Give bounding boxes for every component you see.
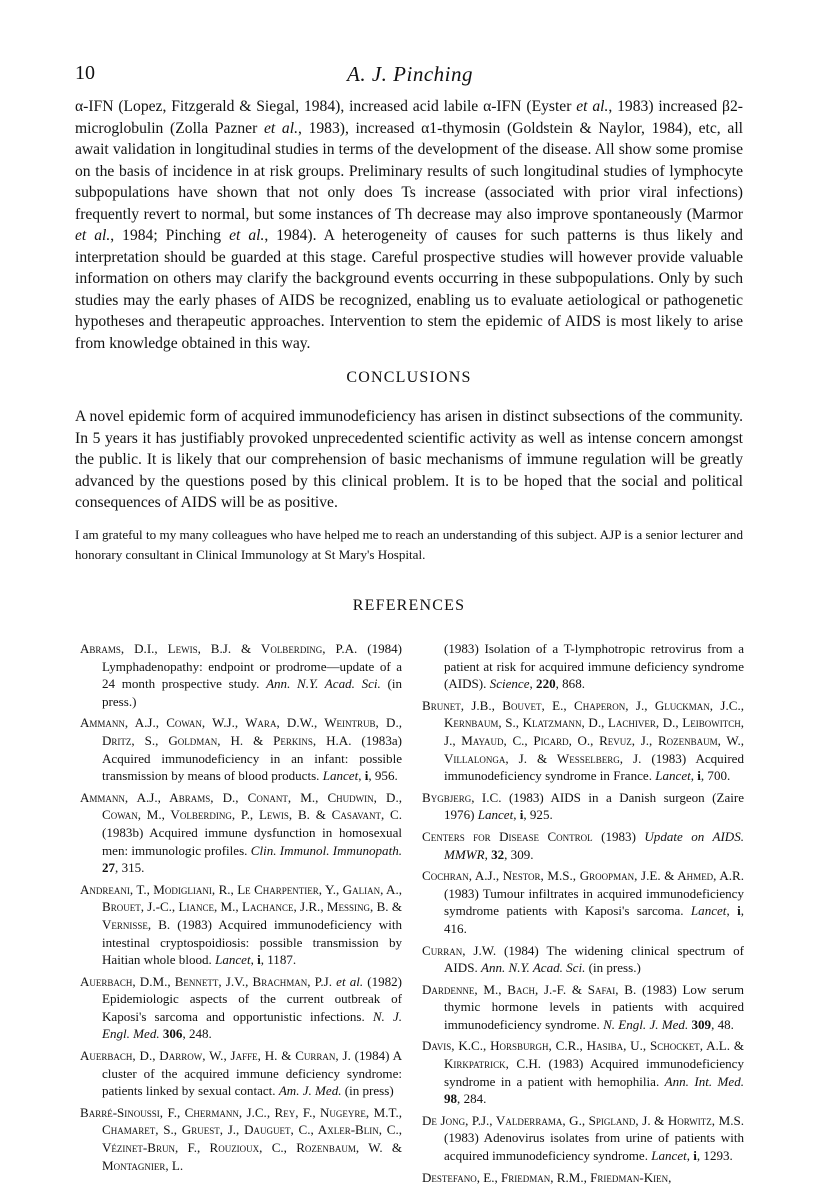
text-run: (1982) Epidemiologic aspects of the current outbreak of Kaposi's sarcoma and opportunistic infections. bbox=[102, 973, 403, 1024]
reference-entry bbox=[80, 1104, 402, 1174]
text-run: Cochran, A.J., Nestor, M.S., Groopman, J.E. & Ahmed, A.R. bbox=[422, 868, 744, 884]
text-run: (1983) Isolation of a T-lymphotropic retrovirus from a patient at risk for acquired immune deficiency syndrome (AIDS). bbox=[444, 641, 744, 692]
reference-entry bbox=[80, 1047, 402, 1100]
text-run: (1983) bbox=[592, 828, 645, 844]
reference-entry bbox=[422, 1112, 744, 1165]
page-number: 10 bbox=[75, 62, 95, 84]
text-run: Destefano, E., Friedman, R.M., Friedman-Kien, bbox=[422, 1169, 672, 1185]
text-run: i bbox=[519, 807, 524, 823]
text-run: Ann. N.Y. Acad. Sci. bbox=[266, 676, 381, 692]
text-run: i bbox=[697, 768, 701, 784]
reference-entry bbox=[80, 973, 402, 1043]
text-run: Curran, J.W. bbox=[422, 942, 497, 958]
text-run: α-IFN (Lopez, Fitzgerald & Siegal, 1984), increased acid labile α-IFN (Eyster bbox=[75, 98, 577, 115]
acknowledgement-paragraph: I am grateful to my many colleagues who have helped me to reach an understanding of this subject. AJP is a senior lecturer and honorary consultant in Clinical Immunology at St Mary's Hospital. bbox=[75, 527, 743, 562]
text-run: , 309. bbox=[504, 846, 534, 862]
running-head: A. J. Pinching bbox=[347, 62, 473, 86]
text-run: Clin. Immunol. Immunopath. bbox=[250, 842, 402, 858]
text-run: , 1984; Pinching bbox=[110, 227, 230, 244]
references-right-list bbox=[422, 697, 744, 1186]
text-run: 306 bbox=[162, 1026, 183, 1042]
reference-entry bbox=[422, 1169, 744, 1187]
text-run: Centers for Disease Control bbox=[422, 828, 593, 844]
text-run: Barré-Sinoussi, F., Chermann, J.C., Rey, F., Nugeyre, M.T., Chamaret, S., Gruest, J., Dauguet, C., Axler-Blin, C., Vézinet-Brun, F., Rouzioux, C., Rozenbaum, W. & Montagnier, L. bbox=[80, 1104, 402, 1173]
reference-entry bbox=[422, 697, 744, 785]
reference-entry bbox=[80, 789, 402, 877]
text-run: Lancet bbox=[651, 1148, 687, 1164]
reference-entry bbox=[80, 640, 402, 710]
text-run: (in press) bbox=[341, 1083, 394, 1099]
text-run: Lancet bbox=[477, 807, 514, 823]
text-run: N. Engl. J. Med. bbox=[603, 1016, 689, 1032]
text-run: N. J. Engl. Med. bbox=[102, 1008, 402, 1042]
reference-entry bbox=[422, 942, 744, 977]
text-run: Ammann, A.J., Cowan, W.J., Wara, D.W., Weintrub, D., Dritz, S., Goldman, H. & Perkins, H.A. bbox=[80, 715, 402, 748]
text-run: , 284. bbox=[457, 1091, 487, 1107]
text-run: , 1187. bbox=[260, 952, 297, 968]
text-run: Ann. N.Y. Acad. Sci. bbox=[480, 960, 586, 976]
text-run: 220 bbox=[536, 676, 556, 692]
reference-entry bbox=[422, 1037, 744, 1107]
text-run: i bbox=[737, 903, 741, 919]
text-run: , bbox=[358, 768, 365, 784]
text-run: et al. bbox=[576, 98, 609, 115]
text-run: Auerbach, D., Darrow, W., Jaffe, H. & Curran, J. bbox=[80, 1048, 351, 1064]
text-run: i bbox=[693, 1148, 697, 1164]
text-run: (in press.) bbox=[585, 960, 641, 976]
text-run: , 1983) increased β2-microglobulin (Zolla Pazner bbox=[75, 98, 743, 137]
text-run: , 925. bbox=[523, 807, 553, 823]
text-run: Lancet bbox=[215, 952, 251, 968]
reference-entry bbox=[422, 981, 744, 1034]
text-run: Lancet bbox=[655, 768, 691, 784]
reference-entry bbox=[422, 828, 744, 863]
text-run: i bbox=[364, 768, 369, 784]
text-run: , 248. bbox=[182, 1026, 212, 1042]
text-run: (1983) Acquired immunodeficiency syndrome in a patient with hemophilia. bbox=[444, 1056, 744, 1089]
text-run: Science bbox=[489, 676, 530, 692]
text-run: et al. bbox=[229, 227, 265, 244]
references-left-column bbox=[80, 640, 402, 1178]
text-run: i bbox=[257, 952, 261, 968]
text-run: Brunet, J.B., Bouvet, E., Chaperon, J., Gluckman, J.C., Kernbaum, S., Klatzmann, D., Lachiver, D., Leibowitch, J., Mayaud, C., Picard, O., Revuz, J., Rozenbaum, W., Villalonga, J. & Wesselberg, J. bbox=[422, 697, 744, 766]
reference-entry bbox=[80, 881, 402, 969]
text-run: Lancet bbox=[322, 768, 359, 784]
page-header bbox=[75, 62, 745, 90]
text-run: Am. J. Med. bbox=[278, 1083, 342, 1099]
text-run: Davis, K.C., Horsburgh, C.R., Hasiba, U., Schocket, A.L. & Kirkpatrick, C.H. bbox=[422, 1038, 744, 1072]
text-run: 32 bbox=[491, 846, 505, 862]
text-run: 309 bbox=[691, 1016, 712, 1032]
reference-entry bbox=[422, 867, 744, 937]
text-run: et al. bbox=[263, 119, 298, 137]
text-run: et al. bbox=[75, 227, 111, 244]
text-run: , 700. bbox=[700, 768, 731, 784]
conclusions-heading: CONCLUSIONS bbox=[346, 369, 472, 386]
text-run: De Jong, P.J., Valderrama, G., Spigland, J. & Horwitz, M.S. bbox=[422, 1112, 744, 1128]
text-run: Abrams, D.I., Lewis, B.J. & Volberding, P.A. bbox=[80, 641, 358, 656]
text-run: Bygbjerg, I.C. bbox=[422, 789, 502, 805]
text-run: (1983) Acquired immunodeficiency with intestinal cryptospoidiosis: possible transmission by Haitian whole blood. bbox=[102, 916, 402, 968]
text-run: (1984) The widening clinical spectrum of AIDS. bbox=[444, 942, 744, 976]
text-run: 27 bbox=[102, 860, 116, 876]
text-run: Ammann, A.J., Abrams, D., Conant, M., Chudwin, D., Cowan, M., Volberding, P., Lewis, B. & Casavant, C. bbox=[80, 789, 402, 823]
text-run: , 48. bbox=[711, 1016, 734, 1032]
text-run: , bbox=[250, 952, 258, 968]
text-run: , 1983), increased α1-thymosin (Goldstein & Naylor, 1984), etc, all await validation in longitudinal studies in terms of the development of the disease. All show some promise on the basis of incidence in at risk groups. Preliminary results of such longitudinal studies of lymphocyte subpopulations have shown that not only does Ts increase (associated with prior viral infections) frequently revert to normal, but some instances of Th decrease may also improve spontaneously (Marmor bbox=[75, 119, 743, 223]
text-run: (1983b) Acquired immune dysfunction in homosexual men: immunologic profiles. bbox=[102, 824, 402, 858]
text-run: Ann. Int. Med. bbox=[664, 1073, 744, 1089]
text-run: (1983) Acquired immunodeficiency syndrome in France. bbox=[444, 750, 744, 784]
text-run: , 1293. bbox=[696, 1148, 733, 1164]
text-run: , 868. bbox=[555, 676, 585, 692]
text-run: (1983) Tumour infiltrates in acquired immunodeficiency symdrome patients with Kaposi's sarcoma. bbox=[444, 885, 744, 919]
text-run: (1983) Low serum thymic hormone levels in patients with acquired immunodeficiency syndrome. bbox=[444, 981, 744, 1032]
text-run: Dardenne, M., Bach, J.-F. & Safai, B. bbox=[422, 981, 637, 997]
text-run: Update on AIDS. MMWR bbox=[444, 828, 745, 862]
text-run: Andreani, T., Modigliani, R., Le Charpentier, Y., Galian, A., Brouet, J.-C., Liance, M., Lachance, J.R., Messing, B. & Vernisse, B. bbox=[80, 881, 402, 932]
text-run: (1984) A cluster of the acquired immune deficiency syndrome: patients linked by sexual contact. bbox=[102, 1048, 402, 1099]
text-run: , bbox=[513, 807, 520, 823]
text-run: (1984) Lymphadenopathy: endpoint or prodrome—update of a 24 month prospective study. bbox=[102, 641, 403, 692]
body-paragraph bbox=[75, 96, 743, 354]
text-run: , bbox=[686, 1148, 694, 1164]
text-run: , bbox=[529, 676, 537, 692]
conclusions-paragraph: A novel epidemic form of acquired immunodeficiency has arisen in distinct subsections of the community. In 5 years it has justifiably provoked unprecedented scientific activity as well as intense concern amongst the public. It is likely that our comprehension of basic mechanisms of immune regulation will be greatly advanced by the questions posed by this clinical problem. It is to be hoped that the social and political consequences of AIDS will be as positive. bbox=[75, 408, 743, 511]
text-run: Lancet bbox=[690, 903, 727, 919]
text-run: , 1984). A heterogeneity of causes for such patterns is thus likely and interpretation should be guarded at this stage. Careful prospective studies will however provide valuable information on others may clarify the background events occurring in these subpopulations. Only by such studies may the early phases of AIDS be recognized, enabling us to evaluate aetiological or pathogenetic hypotheses and therapeutic approaches. Intervention to stem the epidemic of AIDS is most likely to arise from knowledge obtained in this way. bbox=[75, 227, 743, 352]
references-heading: REFERENCES bbox=[352, 597, 466, 614]
text-run: , 315. bbox=[115, 860, 145, 876]
text-run: (1983) AIDS in a Danish surgeon (Zaire 1976) bbox=[444, 789, 744, 823]
text-run: Auerbach, D.M., Bennett, J.V., Brachman, P.J. bbox=[80, 973, 333, 989]
text-run: et al. bbox=[336, 973, 364, 989]
text-run: , 416. bbox=[444, 903, 744, 936]
text-run: (1983a) Acquired immunodeficiency in an infant: possible transmission by means of blood products. bbox=[102, 732, 402, 784]
text-run: , bbox=[690, 768, 698, 784]
text-run: 98 bbox=[444, 1091, 458, 1107]
reference-entry bbox=[80, 714, 402, 784]
reference-entry bbox=[422, 789, 744, 824]
references-right-column bbox=[422, 640, 744, 1190]
text-run: , bbox=[726, 903, 738, 919]
text-run: (1983) Adenovirus isolates from urine of patients with acquired immunodeficiency syndrome. bbox=[444, 1130, 744, 1164]
text-run: , 956. bbox=[368, 768, 398, 784]
text-run: (in press.) bbox=[102, 676, 402, 709]
text-run: , bbox=[484, 846, 492, 862]
reference-continuation bbox=[422, 640, 744, 693]
